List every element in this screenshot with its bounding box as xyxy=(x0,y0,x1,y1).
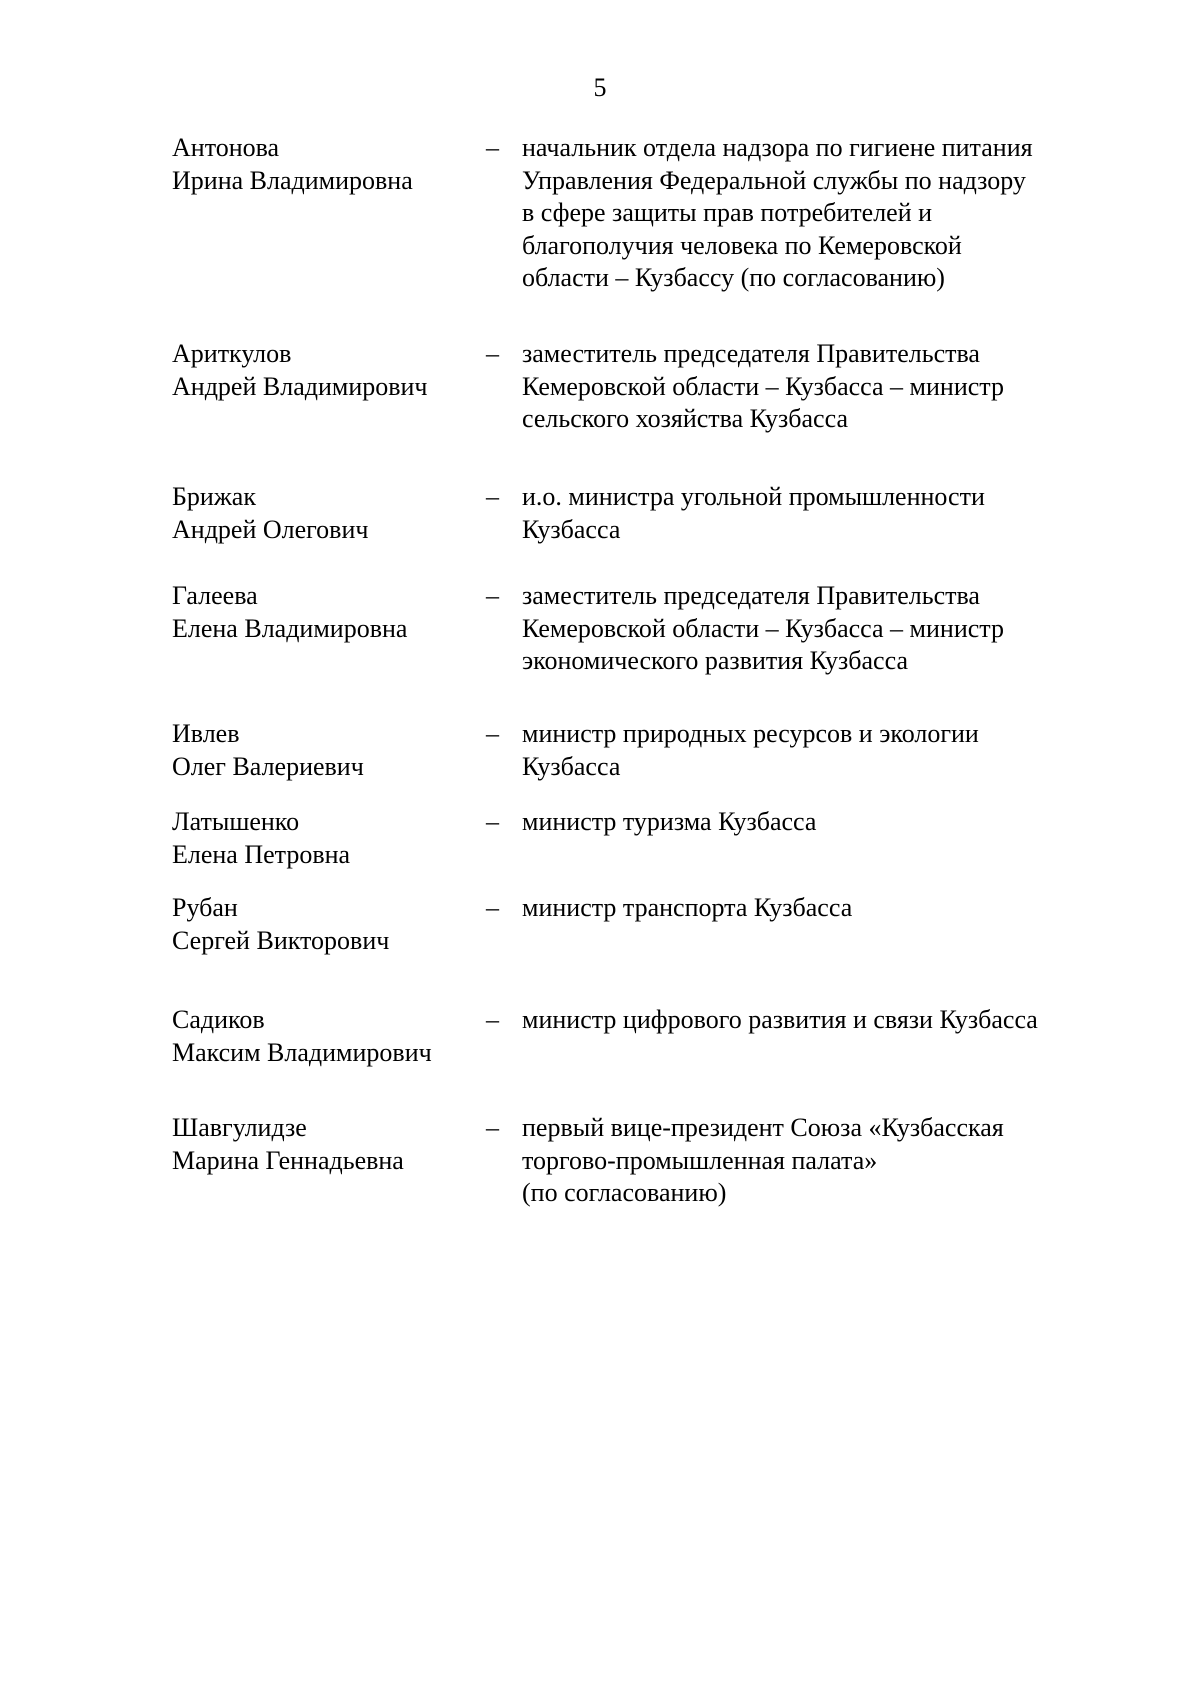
member-surname: Латышенко xyxy=(172,807,300,836)
member-role-line: торгово-промышленная палата» xyxy=(522,1145,878,1175)
member-surname: Ивлев xyxy=(172,719,240,748)
member-role xyxy=(522,892,1102,925)
member-role xyxy=(522,806,1102,839)
member-given-names: Олег Валериевич xyxy=(172,751,364,781)
page-number: 5 xyxy=(593,73,607,102)
member-name xyxy=(172,1004,482,1069)
separator-dash: – xyxy=(486,339,499,368)
member-given-names: Сергей Викторович xyxy=(172,925,390,955)
member-name xyxy=(172,806,482,871)
member-role-line: заместитель председателя Правительства xyxy=(522,581,980,610)
separator-dash: – xyxy=(486,133,499,162)
member-name xyxy=(172,892,482,957)
member-given-names: Ирина Владимировна xyxy=(172,165,413,195)
member-role-line: Кемеровской области – Кузбасса – министр xyxy=(522,371,1004,401)
member-surname: Галеева xyxy=(172,581,258,610)
member-role-line: первый вице-президент Союза «Кузбасская xyxy=(522,1113,1004,1142)
member-surname: Садиков xyxy=(172,1005,265,1034)
member-name xyxy=(172,718,482,783)
member-role-line: начальник отдела надзора по гигиене питания xyxy=(522,133,1033,162)
member-name xyxy=(172,580,482,645)
member-surname: Брижак xyxy=(172,482,256,511)
member-role xyxy=(522,1004,1102,1037)
member-surname: Рубан xyxy=(172,893,238,922)
member-role-line: Управления Федеральной службы по надзору xyxy=(522,165,1026,195)
separator-dash: – xyxy=(486,482,499,511)
member-role-line: министр транспорта Кузбасса xyxy=(522,893,853,922)
member-name xyxy=(172,481,482,546)
member-surname: Ариткулов xyxy=(172,339,292,368)
member-role-line: и.о. министра угольной промышленности xyxy=(522,482,985,511)
separator-dash: – xyxy=(486,1113,499,1142)
member-role-line: Кемеровской области – Кузбасса – министр xyxy=(522,613,1004,643)
member-given-names: Елена Петровна xyxy=(172,839,351,869)
separator-dash: – xyxy=(486,581,499,610)
member-given-names: Андрей Олегович xyxy=(172,514,369,544)
member-given-names: Максим Владимирович xyxy=(172,1037,432,1067)
member-name xyxy=(172,132,482,197)
member-role-line: заместитель председателя Правительства xyxy=(522,339,980,368)
member-role xyxy=(522,580,1102,678)
separator-dash: – xyxy=(486,807,499,836)
member-role-line: в сфере защиты прав потребителей и xyxy=(522,198,933,227)
member-role-line: министр цифрового развития и связи Кузбасса xyxy=(522,1005,1038,1034)
separator-dash: – xyxy=(486,719,499,748)
member-given-names: Андрей Владимирович xyxy=(172,371,428,401)
member-given-names: Елена Владимировна xyxy=(172,613,408,643)
member-name xyxy=(172,1112,482,1177)
member-role-line: благополучия человека по Кемеровской xyxy=(522,230,962,260)
member-role xyxy=(522,132,1102,295)
member-role-line: министр природных ресурсов и экологии xyxy=(522,719,979,748)
member-surname: Шавгулидзе xyxy=(172,1113,307,1142)
member-role xyxy=(522,1112,1102,1210)
member-role-line: экономического развития Кузбасса xyxy=(522,646,908,675)
member-surname: Антонова xyxy=(172,133,280,162)
separator-dash: – xyxy=(486,893,499,922)
member-name xyxy=(172,338,482,403)
member-role-line: министр туризма Кузбасса xyxy=(522,807,817,836)
member-role xyxy=(522,338,1102,436)
member-role-line: области – Кузбассу (по согласованию) xyxy=(522,263,945,292)
member-role-line: (по согласованию) xyxy=(522,1178,727,1207)
member-role-line: Кузбасса xyxy=(522,514,621,544)
member-role xyxy=(522,481,1102,546)
member-role-line: сельского хозяйства Кузбасса xyxy=(522,404,848,433)
separator-dash: – xyxy=(486,1005,499,1034)
member-role-line: Кузбасса xyxy=(522,751,621,781)
member-given-names: Марина Геннадьевна xyxy=(172,1145,404,1175)
member-role xyxy=(522,718,1102,783)
